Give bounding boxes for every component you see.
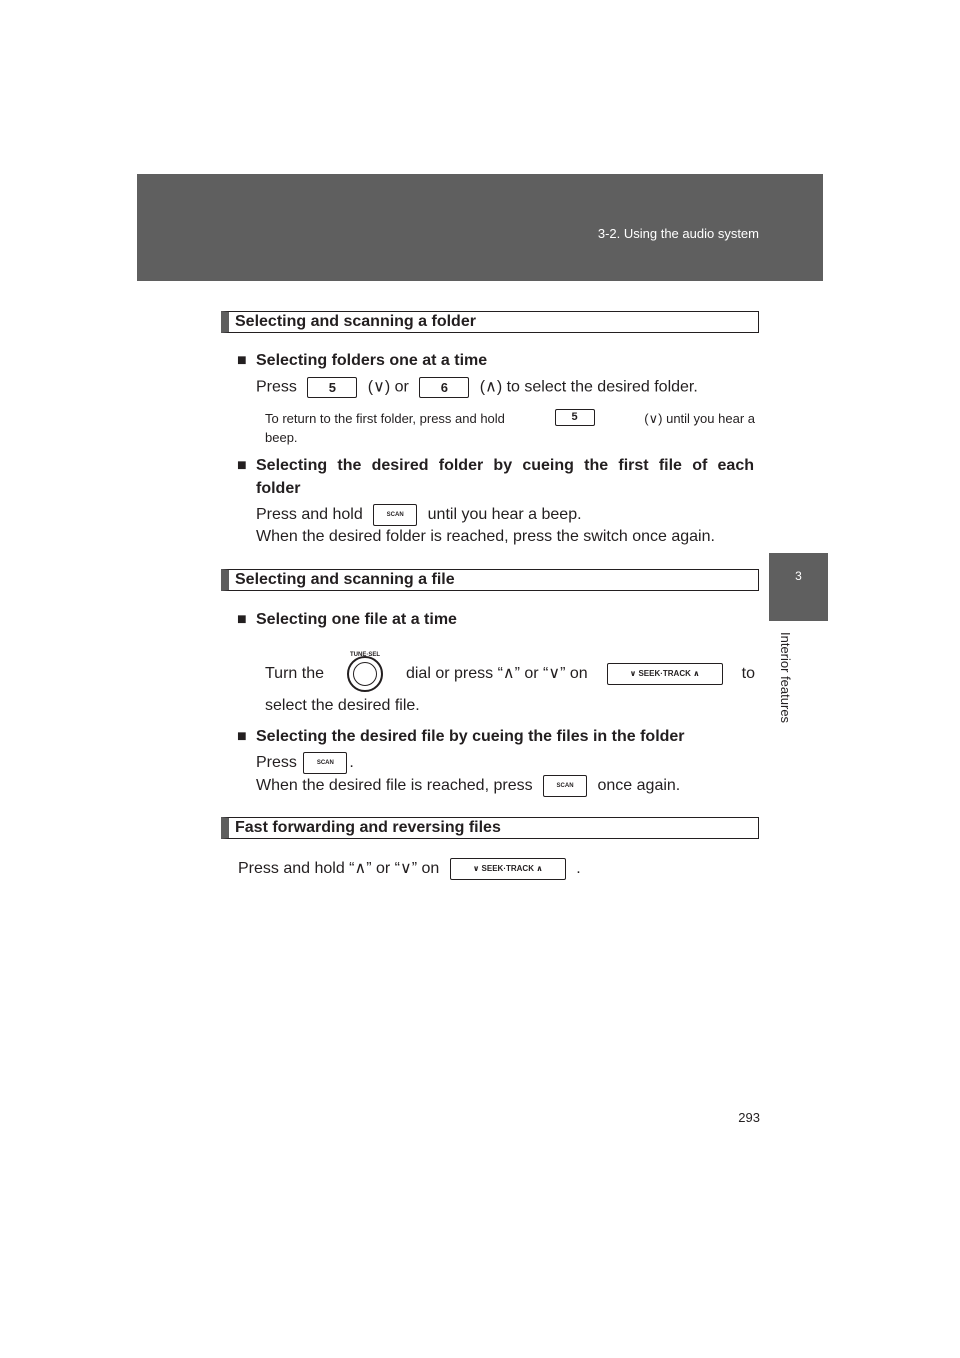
instruction-select-folder: Press 5 (∨) or 6 (∧) to select the desired folder. (256, 377, 698, 398)
note-return-first-folder: To return to the first folder, press and hold 5 (∨) until you hear a beep. (265, 411, 755, 445)
seek-track-button: ∨ SEEK·TRACK ∧ (450, 858, 566, 880)
instruction-file-reached: When the desired file is reached, press SCAN once again. (256, 775, 680, 797)
instruction-select-file: select the desired file. (265, 697, 420, 714)
bullet-icon: ■ (237, 611, 247, 628)
chapter-tab (769, 553, 828, 621)
subheading-cue-files: Selecting the desired file by cueing the files in the folder (256, 728, 685, 745)
instruction-turn-dial: Turn the TUNE·SEL dial or press “∧” or “∨” on ∨ SEEK·TRACK ∧ to (265, 652, 755, 696)
header-band (137, 174, 823, 281)
bullet-icon: ■ (237, 457, 247, 474)
instruction-press-hold-scan: Press and hold SCAN until you hear a beep. (256, 504, 582, 526)
page-number: 293 (738, 1110, 760, 1125)
button-5: 5 (307, 377, 357, 398)
scan-button: SCAN (543, 775, 587, 797)
chapter-label: Interior features (778, 632, 793, 724)
subheading-folders-one-at-a-time: Selecting folders one at a time (256, 352, 488, 369)
section-heading-fast-forward: Fast forwarding and reversing files (221, 817, 759, 839)
bullet-icon: ■ (237, 352, 247, 369)
button-6: 6 (419, 377, 469, 398)
chapter-number: 3 (795, 569, 802, 583)
subheading-one-file: Selecting one file at a time (256, 611, 457, 628)
subheading-cue-first-file-cont: folder (256, 480, 301, 497)
section-heading-folder: Selecting and scanning a folder (221, 311, 759, 333)
seek-track-button: ∨ SEEK·TRACK ∧ (607, 663, 723, 685)
scan-button: SCAN (373, 504, 417, 526)
button-5: 5 (555, 409, 595, 426)
scan-button: SCAN (303, 752, 347, 774)
instruction-press-scan: Press SCAN . (256, 752, 354, 774)
tune-sel-dial-icon: TUNE·SEL (343, 652, 387, 696)
instruction-fast-forward: Press and hold “∧” or “∨” on ∨ SEEK·TRACK ∧ . (238, 858, 581, 880)
subheading-cue-first-file: Selecting the desired folder by cueing the first file of each (256, 457, 754, 474)
section-title: 3-2. Using the audio system (597, 226, 759, 241)
section-heading-file: Selecting and scanning a file (221, 569, 759, 591)
bullet-icon: ■ (237, 728, 247, 745)
instruction-folder-reached: When the desired folder is reached, press the switch once again. (256, 528, 715, 545)
